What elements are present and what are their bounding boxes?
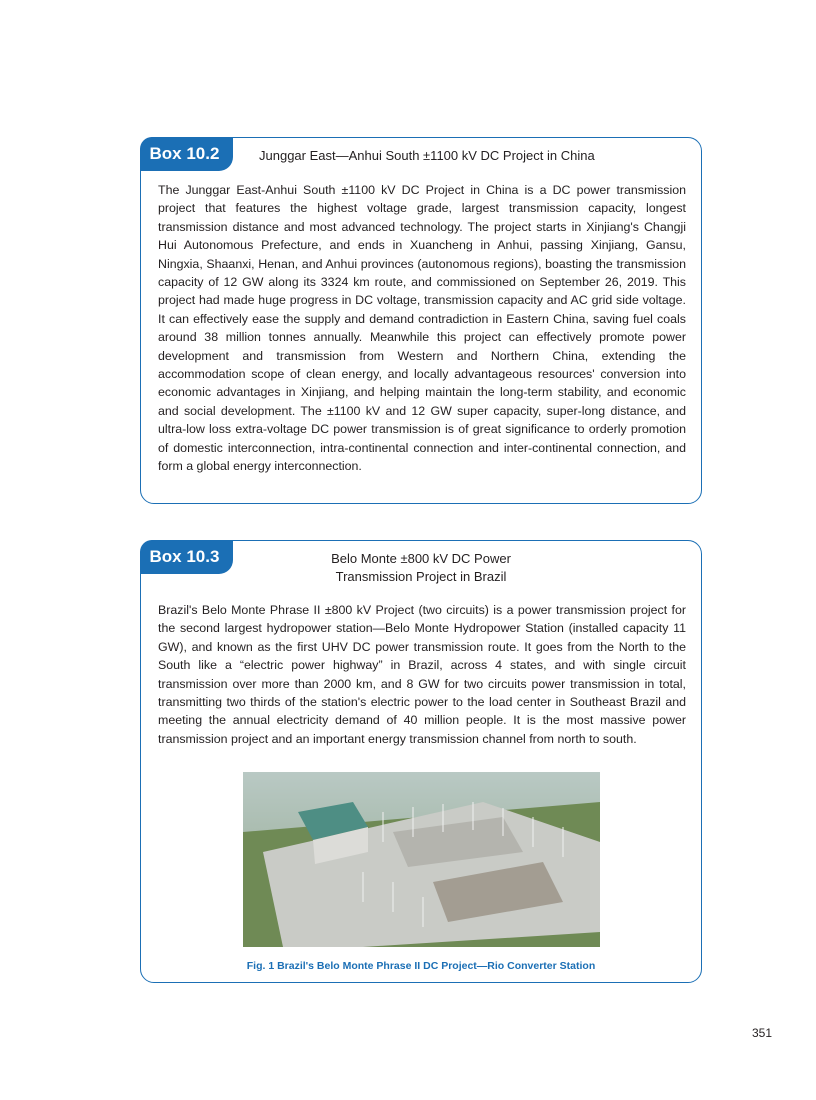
box-10-2 [140,137,702,504]
converter-station-photo [243,772,600,947]
box-body: The Junggar East-Anhui South ±1100 kV DC Project in China is a DC power transmission project that features the highest voltage grade, largest transmission capacity, longest transmission distance and most advanced technology. The project starts in Xinjiang's Changji Hui Autonomous Prefecture, and ends in Xuancheng in Anhui, passing Xinjiang, Gansu, Ningxia, Shaanxi, Henan, and Anhui provinces (autonomous regions), boasting the transmission capacity of 12 GW along its 3324 km route, and commissioned on September 26, 2019. This project had made huge progress in DC voltage, transmission capacity and AC grid side voltage. It can effectively ease the supply and demand contradiction in Eastern China, saving fuel coals around 38 million tonnes annually. Meanwhile this project can effectively promote power development and transmission from Western and Northern China, extending the accommodation scope of clean energy, and locally advantageous resources' conversion into economic advantages in Xinjiang, and helping maintain the long-term stability, and economic and social development. The ±1100 kV and 12 GW super capacity, super-long distance, and ultra-low loss extra-voltage DC power transmission is of great significance to orderly promotion of domestic interconnection, intra-continental connection and inter-continental connection, and form a global energy interconnection. [158,183,686,474]
box-title: Junggar East—Anhui South ±1100 kV DC Project in China [259,148,595,163]
page-number: 351 [752,1026,773,1040]
box-title [241,550,601,586]
box-title-line: Transmission Project in Brazil [335,569,507,584]
box-label: Box 10.2 [140,137,234,171]
box-title-line: Belo Monte ±800 kV DC Power [331,551,511,566]
figure-caption: Fig. 1 Brazil's Belo Monte Phrase II DC Project—Rio Converter Station [246,960,596,972]
box-body: Brazil's Belo Monte Phrase II ±800 kV Project (two circuits) is a power transmission project for the second largest hydropower station—Belo Monte Hydropower Station (installed capacity 11 GW), and known as the first UHV DC power transmission route. It goes from the North to the South like a “electric power highway” in Brazil, across 4 states, and with single circuit transmission over more than 2000 km, and 8 GW for two circuits power transmission in total, transmitting two thirds of the station's electric power to the load center in Southeast Brazil and meeting the annual electricity demand of 40 million people. It is the most massive power transmission project and an important energy transmission channel from north to south. [158,603,686,746]
box-label: Box 10.3 [140,540,234,574]
box-10-3 [140,540,702,983]
